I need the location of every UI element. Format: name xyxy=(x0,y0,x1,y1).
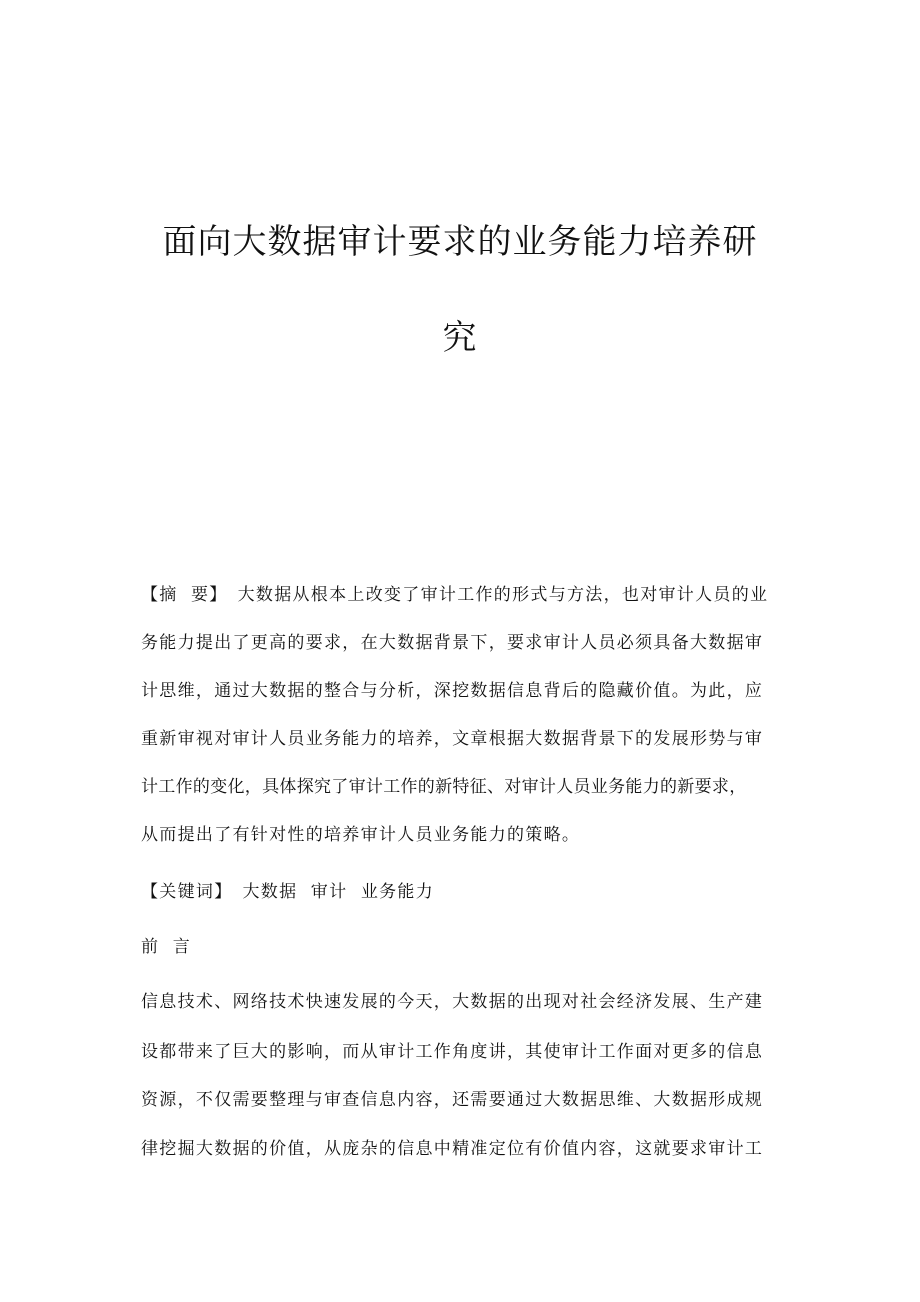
intro-text-line: 设都带来了巨大的影响，而从审计工作角度讲，其使审计工作面对更多的信息 xyxy=(141,1042,764,1062)
abstract-text-line: 重新审视对审计人员业务能力的培养，文章根据大数据背景下的发展形势与审 xyxy=(141,729,764,749)
paper-title-line-1: 面向大数据审计要求的业务能力培养研 xyxy=(162,222,758,262)
keywords-text: 大数据 审计 业务能力 xyxy=(242,882,435,902)
abstract-first-line xyxy=(141,583,768,607)
intro-text-line: 信息技术、网络技术快速发展的今天，大数据的出现对社会经济发展、生产建 xyxy=(141,992,764,1012)
intro-text-line: 资源，不仅需要整理与审查信息内容，还需要通过大数据思维、大数据形成规 xyxy=(141,1090,764,1110)
abstract-text-line: 计思维，通过大数据的整合与分析，深挖数据信息背后的隐藏价值。为此，应 xyxy=(141,681,764,701)
abstract-text-line: 务能力提出了更高的要求，在大数据背景下，要求审计人员必须具备大数据审 xyxy=(141,633,764,653)
keywords-label: 【关键词】 xyxy=(141,882,233,902)
section-heading-preface: 前 言 xyxy=(141,937,192,957)
intro-text-line: 律挖掘大数据的价值，从庞杂的信息中精准定位有价值内容，这就要求审计工 xyxy=(141,1139,764,1159)
paper-title-line-2: 究 xyxy=(442,318,478,358)
abstract-text-line: 计工作的变化，具体探究了审计工作的新特征、对审计人员业务能力的新要求， xyxy=(141,777,747,797)
abstract-label: 【摘 要】 xyxy=(141,585,228,605)
abstract-text-line: 从而提出了有针对性的培养审计人员业务能力的策略。 xyxy=(141,825,581,845)
abstract-text-line: 大数据从根本上改变了审计工作的形式与方法，也对审计人员的业 xyxy=(237,585,769,605)
keywords-line xyxy=(141,880,434,904)
